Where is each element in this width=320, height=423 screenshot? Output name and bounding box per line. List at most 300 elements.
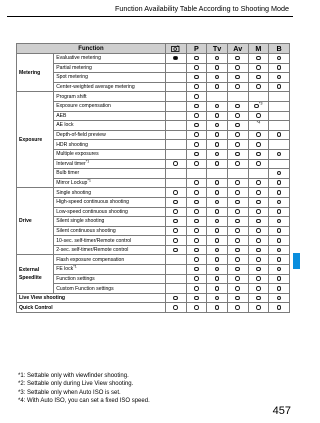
function-label-cell xyxy=(54,197,166,207)
settable-icon xyxy=(256,75,261,80)
settable-icon xyxy=(235,296,240,301)
availability-cell xyxy=(269,101,290,111)
availability-cell xyxy=(248,188,269,198)
function-label: AE lock xyxy=(56,122,74,129)
settable-icon xyxy=(215,276,220,281)
function-label-cell xyxy=(54,207,166,217)
availability-cell xyxy=(186,274,207,284)
settable-icon xyxy=(235,238,240,243)
availability-cell xyxy=(248,159,269,169)
table-row xyxy=(17,226,290,236)
function-label-cell xyxy=(54,92,166,102)
availability-cell xyxy=(165,284,186,294)
availability-cell xyxy=(269,54,290,64)
availability-cell xyxy=(165,169,186,179)
table-row xyxy=(17,265,290,275)
settable-icon xyxy=(194,267,199,272)
settable-icon xyxy=(235,84,240,89)
availability-cell xyxy=(165,255,186,265)
availability-cell xyxy=(227,245,248,255)
settable-icon xyxy=(277,65,282,70)
settable-icon xyxy=(256,296,261,301)
settable-icon xyxy=(256,248,261,253)
settable-icon xyxy=(235,123,240,128)
settable-icon xyxy=(215,209,220,214)
footnote: *2: Settable only during Live View shooting. xyxy=(18,381,134,388)
settable-icon xyxy=(235,305,240,310)
availability-cell xyxy=(227,54,248,64)
availability-cell xyxy=(269,245,290,255)
settable-icon xyxy=(277,152,282,157)
settable-icon xyxy=(256,276,261,281)
availability-cell xyxy=(227,101,248,111)
availability-cell xyxy=(248,303,269,313)
table-row xyxy=(17,169,290,179)
settable-icon xyxy=(256,267,261,272)
settable-icon xyxy=(194,84,199,89)
availability-cell xyxy=(248,226,269,236)
settable-icon xyxy=(194,305,199,310)
settable-icon xyxy=(173,228,178,233)
availability-cell xyxy=(186,92,207,102)
availability-cell xyxy=(207,169,228,179)
availability-cell xyxy=(207,217,228,227)
availability-cell xyxy=(165,188,186,198)
availability-cell xyxy=(186,188,207,198)
function-label: Silent single shooting xyxy=(56,218,105,225)
settable-icon xyxy=(277,190,282,195)
table-row xyxy=(17,255,290,265)
table-row xyxy=(17,245,290,255)
settable-icon xyxy=(215,104,220,109)
settable-icon xyxy=(235,180,240,185)
function-label-cell xyxy=(54,236,166,246)
settable-icon xyxy=(194,75,199,80)
table-row xyxy=(17,140,290,150)
settable-icon xyxy=(235,161,240,166)
availability-cell xyxy=(186,101,207,111)
availability-cell xyxy=(248,245,269,255)
settable-icon xyxy=(256,84,261,89)
function-label: Partial metering xyxy=(56,64,92,71)
function-label-cell xyxy=(54,265,166,275)
function-label: HDR shooting xyxy=(56,141,88,148)
settable-icon xyxy=(256,161,261,166)
settable-icon xyxy=(256,257,261,262)
col-mode-m: M xyxy=(248,44,269,54)
availability-cell xyxy=(269,82,290,92)
availability-cell xyxy=(207,226,228,236)
settable-icon xyxy=(235,228,240,233)
availability-cell xyxy=(227,303,248,313)
settable-icon xyxy=(235,276,240,281)
function-label: Custom Function settings xyxy=(56,285,114,292)
settable-icon xyxy=(277,171,282,176)
availability-cell xyxy=(186,293,207,303)
table-header-row xyxy=(17,44,290,54)
availability-cell xyxy=(227,255,248,265)
function-label-cell xyxy=(54,101,166,111)
page-header: Function Availability Table According to Shooting Mode xyxy=(115,4,289,13)
function-label: 10-sec. self-timer/Remote control xyxy=(56,237,132,244)
availability-cell xyxy=(165,226,186,236)
availability-cell xyxy=(269,207,290,217)
settable-icon xyxy=(194,161,199,166)
availability-cell xyxy=(248,169,269,179)
settable-icon xyxy=(277,257,282,262)
availability-cell xyxy=(165,121,186,131)
availability-cell xyxy=(207,73,228,83)
function-label: AEB xyxy=(56,112,67,119)
availability-cell xyxy=(165,265,186,275)
function-label: Bulb timer xyxy=(56,170,80,177)
availability-cell xyxy=(165,159,186,169)
settable-icon xyxy=(215,56,220,61)
header-rule xyxy=(7,16,293,17)
availability-cell xyxy=(248,197,269,207)
settable-icon xyxy=(277,267,282,272)
col-mode-tv: Tv xyxy=(207,44,228,54)
settable-icon xyxy=(173,209,178,214)
settable-icon xyxy=(194,180,199,185)
settable-icon xyxy=(235,257,240,262)
settable-icon xyxy=(215,113,220,118)
section-tab xyxy=(293,253,300,269)
settable-icon xyxy=(235,267,240,272)
footnotes xyxy=(18,372,150,405)
settable-icon xyxy=(194,276,199,281)
settable-icon xyxy=(215,132,220,137)
availability-cell xyxy=(186,140,207,150)
availability-cell xyxy=(227,73,248,83)
settable-icon xyxy=(194,238,199,243)
settable-icon xyxy=(194,142,199,147)
availability-cell xyxy=(165,303,186,313)
availability-cell xyxy=(186,149,207,159)
availability-cell xyxy=(207,236,228,246)
availability-cell xyxy=(165,101,186,111)
settable-icon xyxy=(173,248,178,253)
function-label-cell xyxy=(54,178,166,188)
availability-cell xyxy=(165,73,186,83)
settable-icon xyxy=(215,248,220,253)
settable-icon xyxy=(173,238,178,243)
table-row xyxy=(17,149,290,159)
settable-icon xyxy=(194,65,199,70)
availability-cell xyxy=(227,121,248,131)
availability-cell xyxy=(227,197,248,207)
availability-cell xyxy=(207,140,228,150)
availability-cell xyxy=(186,245,207,255)
availability-cell xyxy=(186,197,207,207)
availability-cell xyxy=(207,149,228,159)
availability-cell xyxy=(207,207,228,217)
function-label-cell xyxy=(54,188,166,198)
availability-cell xyxy=(248,140,269,150)
settable-icon xyxy=(173,161,178,166)
availability-cell xyxy=(207,130,228,140)
availability-cell xyxy=(186,121,207,131)
availability-cell xyxy=(165,92,186,102)
settable-icon xyxy=(194,219,199,224)
settable-icon xyxy=(235,104,240,109)
settable-icon xyxy=(215,219,220,224)
settable-icon xyxy=(215,84,220,89)
footnote: *4: With Auto ISO, you can set a fixed ISO speed. xyxy=(18,397,150,404)
settable-icon xyxy=(235,190,240,195)
function-label-cell xyxy=(54,82,166,92)
settable-icon xyxy=(277,56,282,61)
settable-icon xyxy=(215,296,220,301)
settable-icon xyxy=(215,142,220,147)
function-label: Function settings xyxy=(56,275,95,282)
settable-icon xyxy=(215,286,220,291)
availability-cell xyxy=(227,226,248,236)
availability-cell xyxy=(186,169,207,179)
availability-cell xyxy=(227,178,248,188)
settable-icon xyxy=(194,190,199,195)
settable-icon xyxy=(194,248,199,253)
availability-cell xyxy=(186,63,207,73)
cell-note: *4 xyxy=(256,120,261,125)
table-row xyxy=(17,92,290,102)
group-label: Exposure xyxy=(17,92,54,188)
settable-icon xyxy=(194,56,199,61)
settable-icon xyxy=(256,132,261,137)
function-label: Multiple exposures xyxy=(56,151,99,158)
availability-cell xyxy=(269,140,290,150)
availability-cell xyxy=(207,274,228,284)
availability-cell xyxy=(269,293,290,303)
availability-cell xyxy=(227,188,248,198)
availability-cell xyxy=(207,245,228,255)
availability-cell xyxy=(269,303,290,313)
availability-cell xyxy=(227,207,248,217)
availability-cell xyxy=(269,236,290,246)
availability-cell xyxy=(269,197,290,207)
table-row xyxy=(17,293,290,303)
settable-icon xyxy=(256,200,261,205)
settable-icon xyxy=(256,190,261,195)
availability-cell xyxy=(269,255,290,265)
footnote: *1: Settable only with viewfinder shooting. xyxy=(18,373,129,379)
availability-cell xyxy=(248,63,269,73)
settable-icon xyxy=(194,296,199,301)
availability-cell xyxy=(207,255,228,265)
availability-cell xyxy=(248,82,269,92)
availability-cell xyxy=(207,303,228,313)
function-label-cell xyxy=(54,169,166,179)
settable-icon xyxy=(215,152,220,157)
function-label-cell xyxy=(54,245,166,255)
settable-icon xyxy=(277,200,282,205)
settable-icon xyxy=(235,219,240,224)
settable-icon xyxy=(173,305,178,310)
footnote: *3: Settable only when Auto ISO is set. xyxy=(18,389,121,396)
availability-cell xyxy=(186,159,207,169)
availability-cell xyxy=(207,82,228,92)
availability-cell xyxy=(186,265,207,275)
settable-icon xyxy=(215,238,220,243)
availability-cell xyxy=(248,111,269,121)
function-label: Mirror Lockup xyxy=(56,180,88,187)
settable-icon xyxy=(256,65,261,70)
table-row xyxy=(17,207,290,217)
settable-icon xyxy=(173,296,178,301)
settable-icon xyxy=(256,152,261,157)
function-label: 2-sec. self-timer/Remote control xyxy=(56,247,129,254)
function-label-cell xyxy=(54,121,166,131)
function-label-cell xyxy=(54,149,166,159)
availability-cell xyxy=(165,130,186,140)
footnote-ref: *1 xyxy=(87,178,91,183)
availability-cell xyxy=(269,111,290,121)
table-row xyxy=(17,101,290,111)
availability-cell xyxy=(269,284,290,294)
settable-icon xyxy=(173,219,178,224)
availability-cell xyxy=(165,178,186,188)
row-label: Live View shooting xyxy=(17,293,166,303)
availability-cell xyxy=(165,293,186,303)
settable-icon xyxy=(215,75,220,80)
availability-cell xyxy=(248,92,269,102)
table-row xyxy=(17,217,290,227)
availability-cell xyxy=(248,149,269,159)
settable-icon xyxy=(215,228,220,233)
settable-icon xyxy=(194,286,199,291)
table-row xyxy=(17,284,290,294)
settable-icon xyxy=(173,200,178,205)
table-row xyxy=(17,73,290,83)
availability-cell xyxy=(248,255,269,265)
footnote-ref: *1 xyxy=(73,264,77,269)
availability-cell xyxy=(165,149,186,159)
settable-icon xyxy=(277,219,282,224)
availability-cell xyxy=(165,245,186,255)
availability-cell xyxy=(269,159,290,169)
availability-cell xyxy=(207,178,228,188)
function-availability-table xyxy=(16,43,290,313)
function-label: Depth-of-field preview xyxy=(56,132,106,139)
settable-icon xyxy=(235,209,240,214)
availability-cell xyxy=(227,111,248,121)
availability-cell xyxy=(227,284,248,294)
table-row xyxy=(17,54,290,64)
row-label: Quick Control xyxy=(17,303,166,313)
availability-cell xyxy=(165,140,186,150)
function-label-cell xyxy=(54,159,166,169)
availability-cell xyxy=(227,293,248,303)
availability-cell xyxy=(186,54,207,64)
availability-cell xyxy=(269,149,290,159)
function-label-cell xyxy=(54,140,166,150)
settable-icon xyxy=(235,200,240,205)
settable-icon xyxy=(256,180,261,185)
function-label: Low-speed continuous shooting xyxy=(56,208,128,215)
availability-cell xyxy=(165,207,186,217)
function-label: Interval timer xyxy=(56,160,86,167)
availability-cell xyxy=(165,236,186,246)
availability-cell xyxy=(227,236,248,246)
availability-cell xyxy=(186,82,207,92)
function-label: Silent continuous shooting xyxy=(56,227,116,234)
settable-icon xyxy=(194,228,199,233)
availability-cell xyxy=(165,63,186,73)
settable-icon xyxy=(173,190,178,195)
settable-icon xyxy=(256,305,261,310)
settable-icon xyxy=(215,267,220,272)
table-row xyxy=(17,111,290,121)
availability-cell xyxy=(248,121,269,131)
settable-icon xyxy=(256,209,261,214)
function-label-cell xyxy=(54,54,166,64)
function-label-cell xyxy=(54,217,166,227)
availability-cell xyxy=(186,111,207,121)
settable-icon xyxy=(235,286,240,291)
availability-cell xyxy=(186,130,207,140)
settable-icon xyxy=(194,123,199,128)
availability-cell xyxy=(227,159,248,169)
availability-cell xyxy=(248,265,269,275)
settable-icon xyxy=(277,132,282,137)
availability-cell xyxy=(227,140,248,150)
group-label: Drive xyxy=(17,188,54,255)
availability-cell xyxy=(227,92,248,102)
availability-cell xyxy=(248,274,269,284)
page-number: 457 xyxy=(272,405,291,417)
availability-cell xyxy=(207,293,228,303)
availability-cell xyxy=(227,169,248,179)
function-label-cell xyxy=(54,255,166,265)
settable-icon xyxy=(215,123,220,128)
col-mode-av: Av xyxy=(227,44,248,54)
availability-cell xyxy=(207,111,228,121)
group-label: External Speedlite xyxy=(17,255,54,293)
availability-cell xyxy=(269,63,290,73)
table-row xyxy=(17,130,290,140)
availability-cell xyxy=(165,111,186,121)
function-label-cell xyxy=(54,111,166,121)
availability-cell xyxy=(186,255,207,265)
availability-cell xyxy=(269,217,290,227)
camera-auto-icon xyxy=(171,45,180,52)
availability-cell xyxy=(165,197,186,207)
availability-cell xyxy=(248,284,269,294)
settable-icon xyxy=(277,180,282,185)
col-mode-b: B xyxy=(269,44,290,54)
settable-icon xyxy=(256,113,261,118)
table-row xyxy=(17,121,290,131)
availability-cell xyxy=(207,188,228,198)
availability-cell xyxy=(227,265,248,275)
settable-icon xyxy=(235,113,240,118)
function-label-cell xyxy=(54,284,166,294)
availability-cell xyxy=(269,265,290,275)
table-row xyxy=(17,178,290,188)
function-label: Exposure compensation xyxy=(56,103,111,110)
availability-cell xyxy=(248,293,269,303)
function-label-cell xyxy=(54,130,166,140)
availability-cell xyxy=(207,197,228,207)
availability-cell xyxy=(186,236,207,246)
settable-icon xyxy=(277,228,282,233)
settable-icon xyxy=(215,180,220,185)
table-row xyxy=(17,63,290,73)
availability-cell xyxy=(207,92,228,102)
settable-icon xyxy=(277,305,282,310)
settable-icon xyxy=(277,286,282,291)
availability-cell xyxy=(207,265,228,275)
